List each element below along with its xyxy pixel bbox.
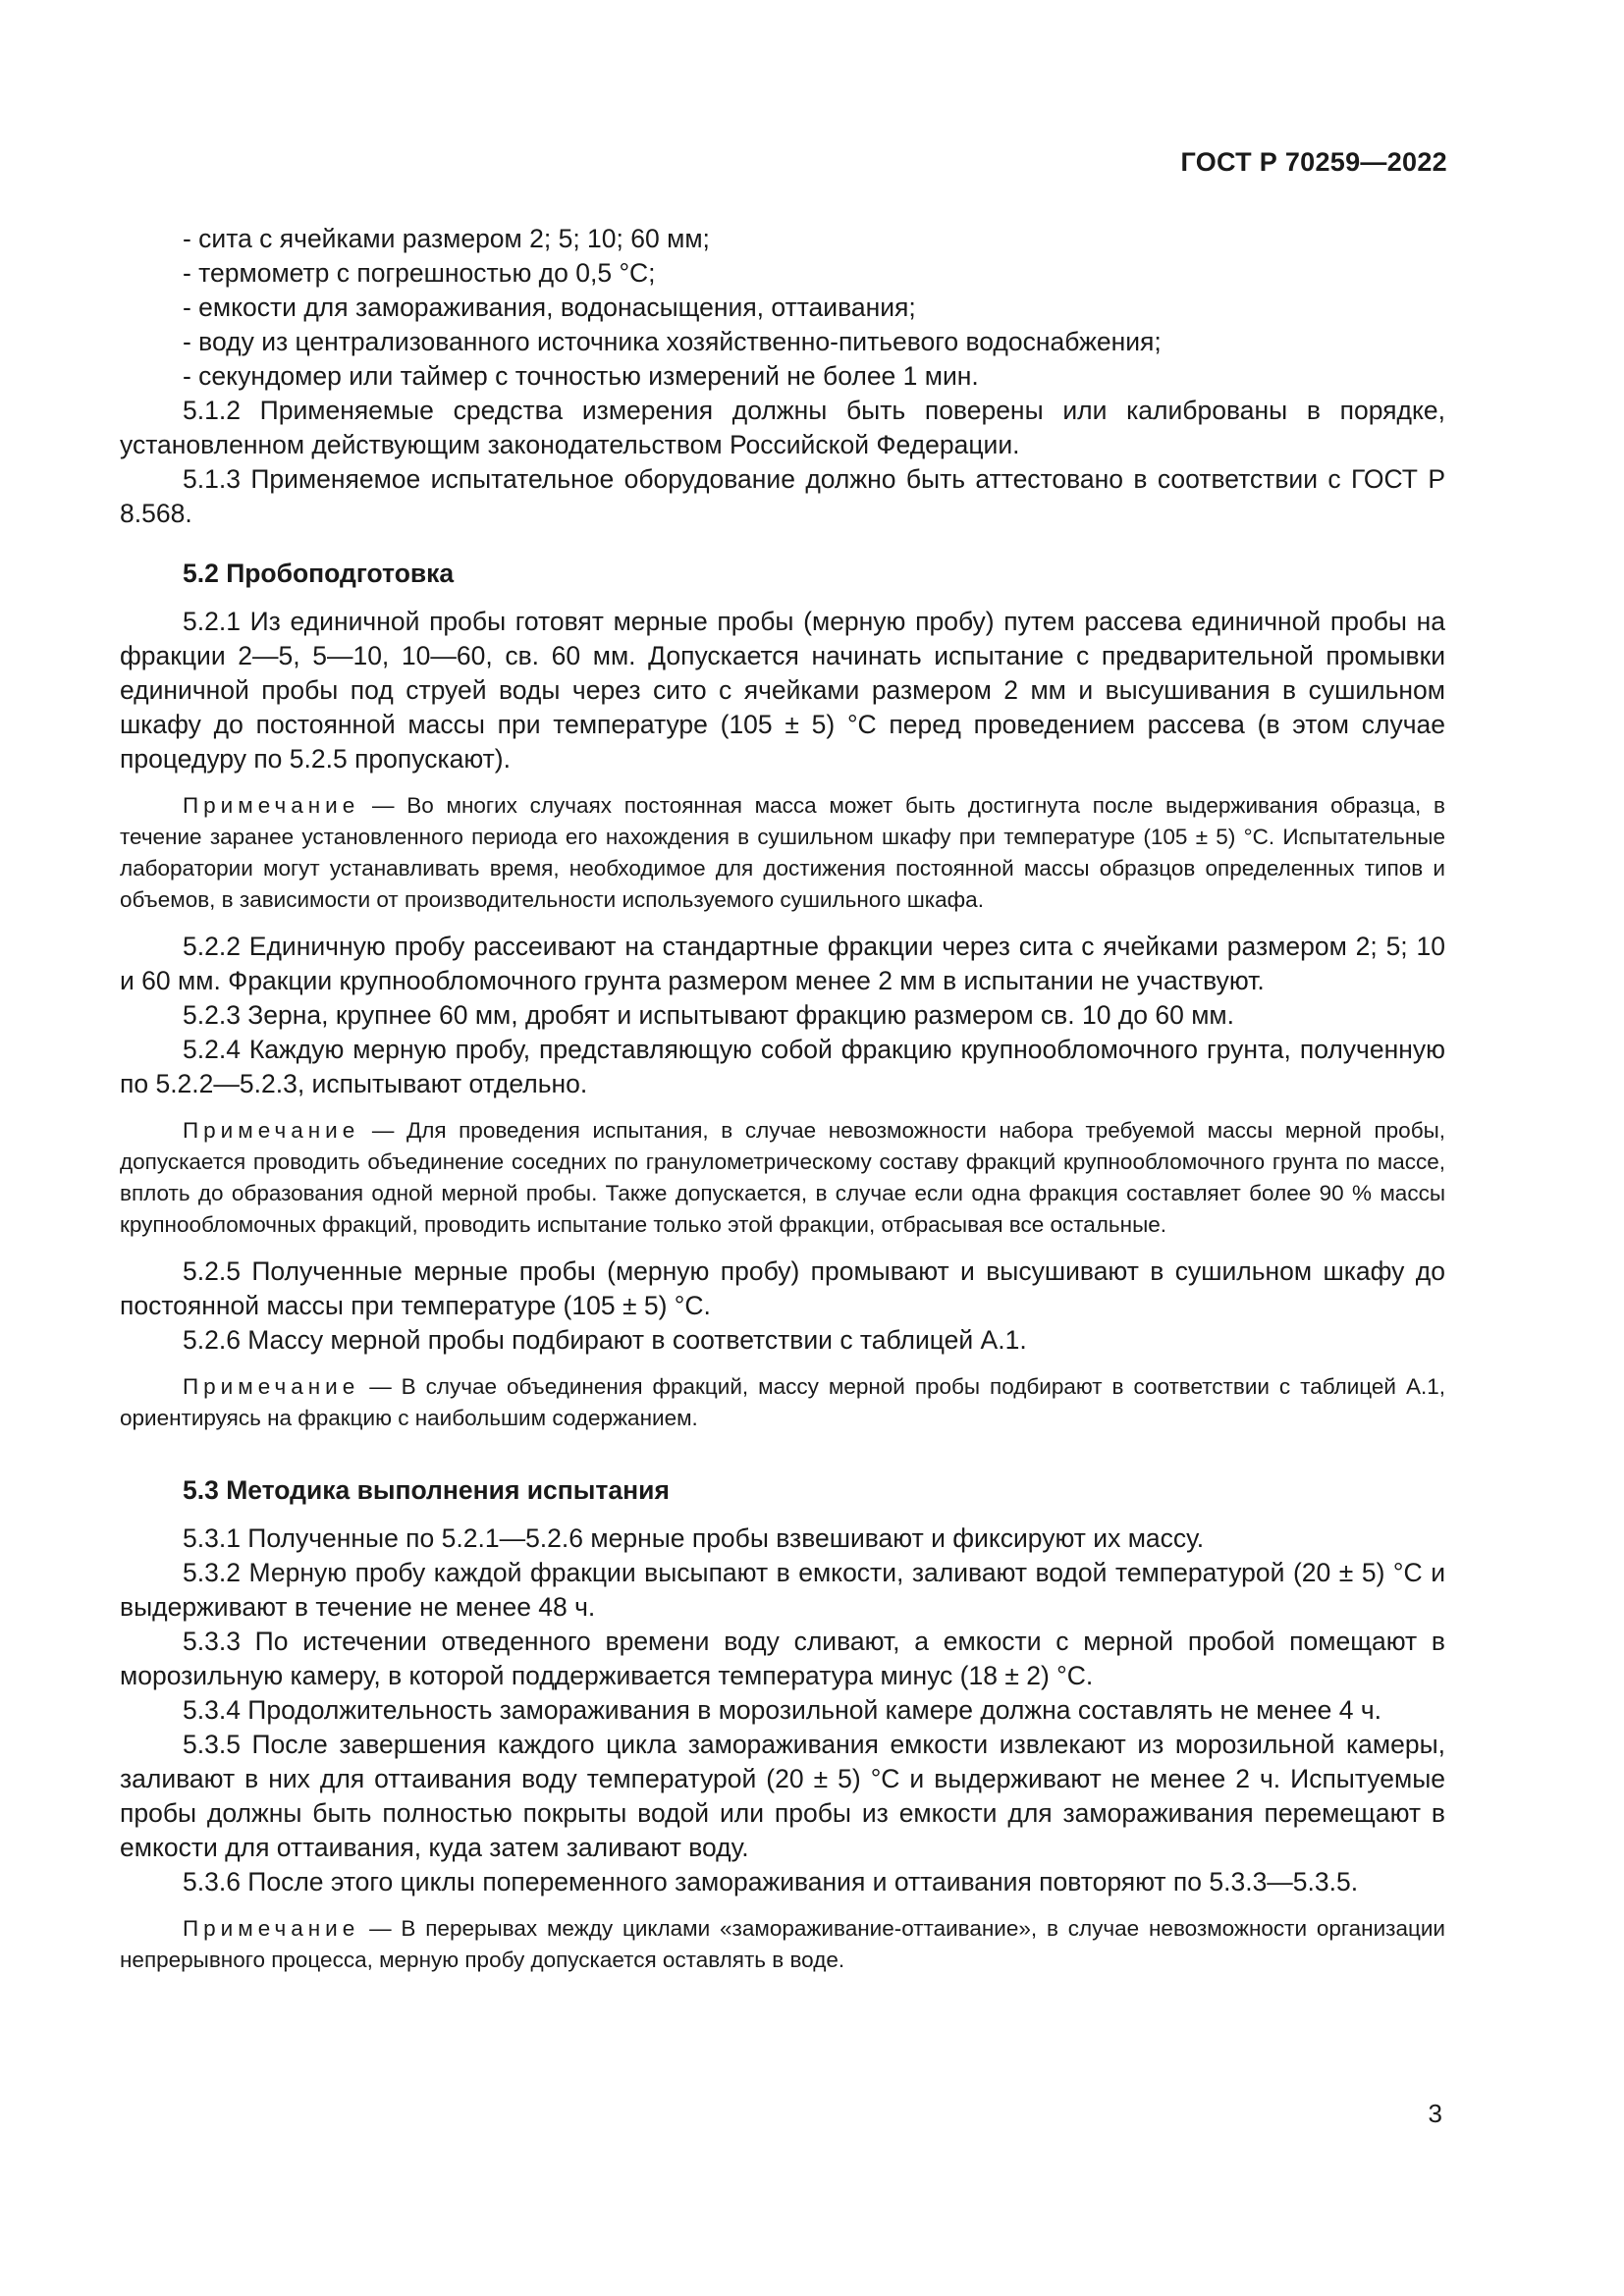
clause-5-1-3: 5.1.3 Применяемое испытательное оборудование должно быть аттестовано в соответствии с ГОСТ Р 8.568. — [120, 464, 1445, 528]
list-item: - секундомер или таймер с точностью измерений не более 1 мин. — [183, 361, 979, 391]
clause-5-2-4: 5.2.4 Каждую мерную пробу, представляющую собой фракцию крупнообломочного грунта, полученную по 5.2.2—5.2.3, испытывают отдельно. — [120, 1035, 1445, 1098]
list-item: - сита с ячейками размером 2; 5; 10; 60 мм; — [183, 224, 710, 253]
clause-5-2-6: 5.2.6 Массу мерной пробы подбирают в соответствии с таблицей А.1. — [183, 1325, 1027, 1355]
note-2 — [120, 1115, 1445, 1241]
clause-5-3-2: 5.3.2 Мерную пробу каждой фракции высыпают в емкости, заливают водой температурой (20 ± 5) °С и выдерживают в течение не менее 48 ч. — [120, 1558, 1445, 1622]
clause-5-1-2: 5.1.2 Применяемые средства измерения должны быть поверены или калиброваны в порядке, установленном действующим законодательством Российской Федерации. — [120, 396, 1445, 459]
note-label: Примечание — [183, 1916, 360, 1941]
page-content — [120, 222, 1445, 1976]
note-text: — В случае объединения фракций, массу мерной пробы подбирают в соответствии с таблицей А.1, ориентируясь на фракцию с наибольшим содержанием. — [120, 1374, 1445, 1430]
clause-5-2-2: 5.2.2 Единичную пробу рассеивают на стандартные фракции через сита с ячейками размером 2; 5; 10 и 60 мм. Фракции крупнообломочного грунта размером менее 2 мм в испытании не участвуют. — [120, 932, 1445, 995]
clause-5-3-6: 5.3.6 После этого циклы попеременного замораживания и оттаивания повторяют по 5.3.3—5.3.5. — [183, 1867, 1359, 1896]
note-text: — В перерывах между циклами «замораживание-оттаивание», в случае невозможности организации непрерывного процесса, мерную пробу допускается оставлять в воде. — [120, 1916, 1445, 1972]
clause-5-2-1: 5.2.1 Из единичной пробы готовят мерные пробы (мерную пробу) путем рассева единичной пробы на фракции 2—5, 5—10, 10—60, св. 60 мм. Допускается начинать испытание с предварительной промывки единичной пробы под струей воды через сито с ячейками размером 2 мм и высушивания в сушильном шкафу до постоянной массы при температуре (105 ± 5) °С перед проведением рассева (в этом случае процедуру по 5.2.5 пропускают). — [120, 607, 1445, 774]
note-4 — [120, 1913, 1445, 1976]
section-heading-5-2: 5.2 Пробоподготовка — [183, 559, 455, 588]
note-text: — Во многих случаях постоянная масса может быть достигнута после выдерживания образца, в течение заранее установленного периода его нахождения в сушильном шкафу при температуре (105 ± 5) °С. Испытательные лаборатории могут устанавливать время, необходимое для достижения постоянной массы образцов определенных типов и объемов, в зависимости от производительности используемого сушильного шкафа. — [120, 793, 1445, 912]
clause-5-3-1: 5.3.1 Полученные по 5.2.1—5.2.6 мерные пробы взвешивают и фиксируют их массу. — [183, 1523, 1205, 1553]
note-text: — Для проведения испытания, в случае невозможности набора требуемой массы мерной пробы, допускается проводить объединение соседних по гранулометрическому составу фракций крупнообломочного грунта по массе, вплоть до образования одной мерной пробы. Также допускается, в случае если одна фракция составляет более 90 % массы крупнообломочных фракций, проводить испытание только этой фракции, отбрасывая все остальные. — [120, 1118, 1445, 1237]
clause-5-3-4: 5.3.4 Продолжительность замораживания в морозильной камере должна составлять не менее 4 ч. — [183, 1695, 1381, 1725]
note-label: Примечание — [183, 1118, 360, 1143]
document-code: ГОСТ Р 70259—2022 — [1180, 147, 1447, 177]
note-label: Примечание — [183, 1374, 360, 1399]
section-heading-5-3: 5.3 Методика выполнения испытания — [183, 1475, 670, 1505]
list-item: - термометр с погрешностью до 0,5 °С; — [183, 258, 656, 288]
clause-5-3-5: 5.3.5 После завершения каждого цикла замораживания емкости извлекают из морозильной камеры, заливают в них для оттаивания воду температурой (20 ± 5) °С и выдерживают не менее 2 ч. Испытуемые пробы должны быть полностью покрыты водой или пробы из емкости для замораживания перемещают в емкости для оттаивания, куда затем заливают воду. — [120, 1730, 1445, 1862]
clause-5-2-3: 5.2.3 Зерна, крупнее 60 мм, дробят и испытывают фракцию размером св. 10 до 60 мм. — [183, 1000, 1235, 1030]
clause-5-3-3: 5.3.3 По истечении отведенного времени воду сливают, а емкости с мерной пробой помещают в морозильную камеру, в которой поддерживается температура минус (18 ± 2) °С. — [120, 1627, 1445, 1690]
note-3 — [120, 1371, 1445, 1434]
note-label: Примечание — [183, 793, 360, 818]
clause-5-2-5: 5.2.5 Полученные мерные пробы (мерную пробу) промывают и высушивают в сушильном шкафу до постоянной массы при температуре (105 ± 5) °С. — [120, 1256, 1445, 1320]
note-1 — [120, 790, 1445, 916]
page-number: 3 — [1428, 2099, 1442, 2128]
list-item: - воду из централизованного источника хозяйственно-питьевого водоснабжения; — [183, 327, 1162, 356]
list-item: - емкости для замораживания, водонасыщения, оттаивания; — [183, 293, 916, 322]
